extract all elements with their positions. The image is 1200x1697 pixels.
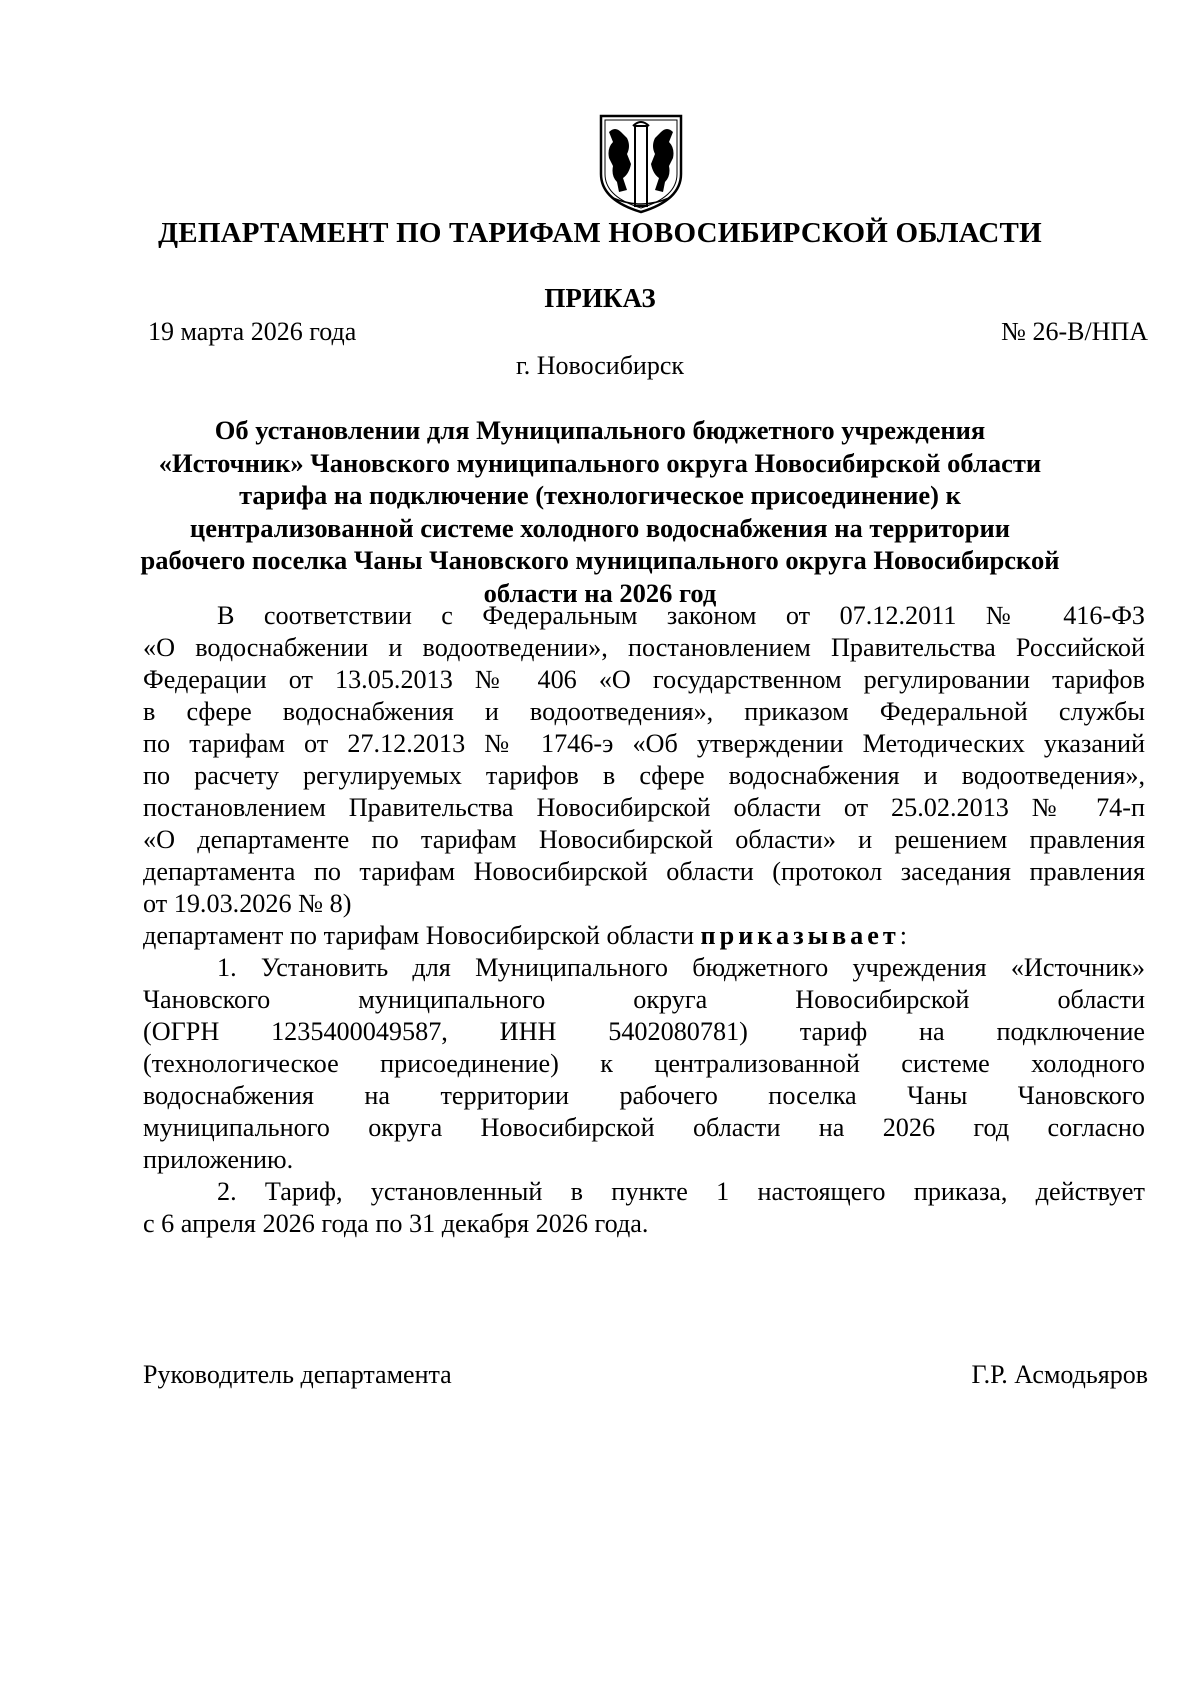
preamble-line: Федерации от 13.05.2013 № 406 «О государственном регулировании тарифов (143, 665, 1145, 694)
coat-of-arms-icon (593, 112, 689, 216)
item-line: (технологическое присоединение) к централизованной системе холодного (143, 1049, 1145, 1078)
item-line: приложению. (143, 1145, 294, 1174)
item-line: (ОГРН 1235400049587, ИНН 5402080781) тариф на подключение (143, 1017, 1145, 1046)
preamble-line: «О департаменте по тарифам Новосибирской области» и решением правления (143, 825, 1145, 854)
document-date: 19 марта 2026 года (148, 317, 357, 346)
item-line: 2. Тариф, установленный в пункте 1 настоящего приказа, действует (217, 1177, 1145, 1206)
item-line: муниципального округа Новосибирской области на 2026 год согласно (143, 1113, 1145, 1142)
preamble-line: от 19.03.2026 № 8) (143, 889, 352, 918)
preamble-line: В соответствии с Федеральным законом от 07.12.2011 № 416-ФЗ (217, 601, 1145, 630)
decree-colon: : (899, 921, 908, 950)
decree-verb: приказывает (700, 921, 900, 950)
preamble-line: по тарифам от 27.12.2013 № 1746-э «Об утверждении Методических указаний (143, 729, 1145, 758)
item-line: 1. Установить для Муниципального бюджетного учреждения «Источник» (217, 953, 1145, 982)
document-subject: Об установлении для Муниципального бюджетного учреждения «Источник» Чановского муниципального округа Новосибирской области тарифа на подключение (технологическое присоединение) к централизованной системе холодного водоснабжения на территории рабочего поселка Чаны Чановского муниципального округа Новосибирской области на 2026 год (140, 415, 1060, 608)
signatory-position: Руководитель департамента (143, 1360, 452, 1389)
decree-lead: департамент по тарифам Новосибирской области (143, 921, 701, 950)
document-city: г. Новосибирск (515, 351, 685, 380)
preamble-line: департамента по тарифам Новосибирской области (протокол заседания правления (143, 857, 1145, 886)
item-line: с 6 апреля 2026 года по 31 декабря 2026 года. (143, 1209, 649, 1238)
item-line: Чановского муниципального округа Новосибирской области (143, 985, 1145, 1014)
preamble-line: «О водоснабжении и водоотведении», постановлением Правительства Российской (143, 633, 1145, 662)
signatory-name: Г.Р. Асмодьяров (971, 1360, 1148, 1389)
decree-line (143, 920, 1145, 952)
document-type: ПРИКАЗ (544, 283, 656, 313)
document-number: № 26-В/НПА (1001, 317, 1148, 346)
preamble-line: по расчету регулируемых тарифов в сфере водоснабжения и водоотведения», (143, 761, 1145, 790)
item-line: водоснабжения на территории рабочего поселка Чаны Чановского (143, 1081, 1145, 1110)
department-title: ДЕПАРТАМЕНТ ПО ТАРИФАМ НОВОСИБИРСКОЙ ОБЛАСТИ (158, 217, 1042, 249)
preamble-line: в сфере водоснабжения и водоотведения», приказом Федеральной службы (143, 697, 1145, 726)
preamble-line: постановлением Правительства Новосибирской области от 25.02.2013 № 74-п (143, 793, 1145, 822)
